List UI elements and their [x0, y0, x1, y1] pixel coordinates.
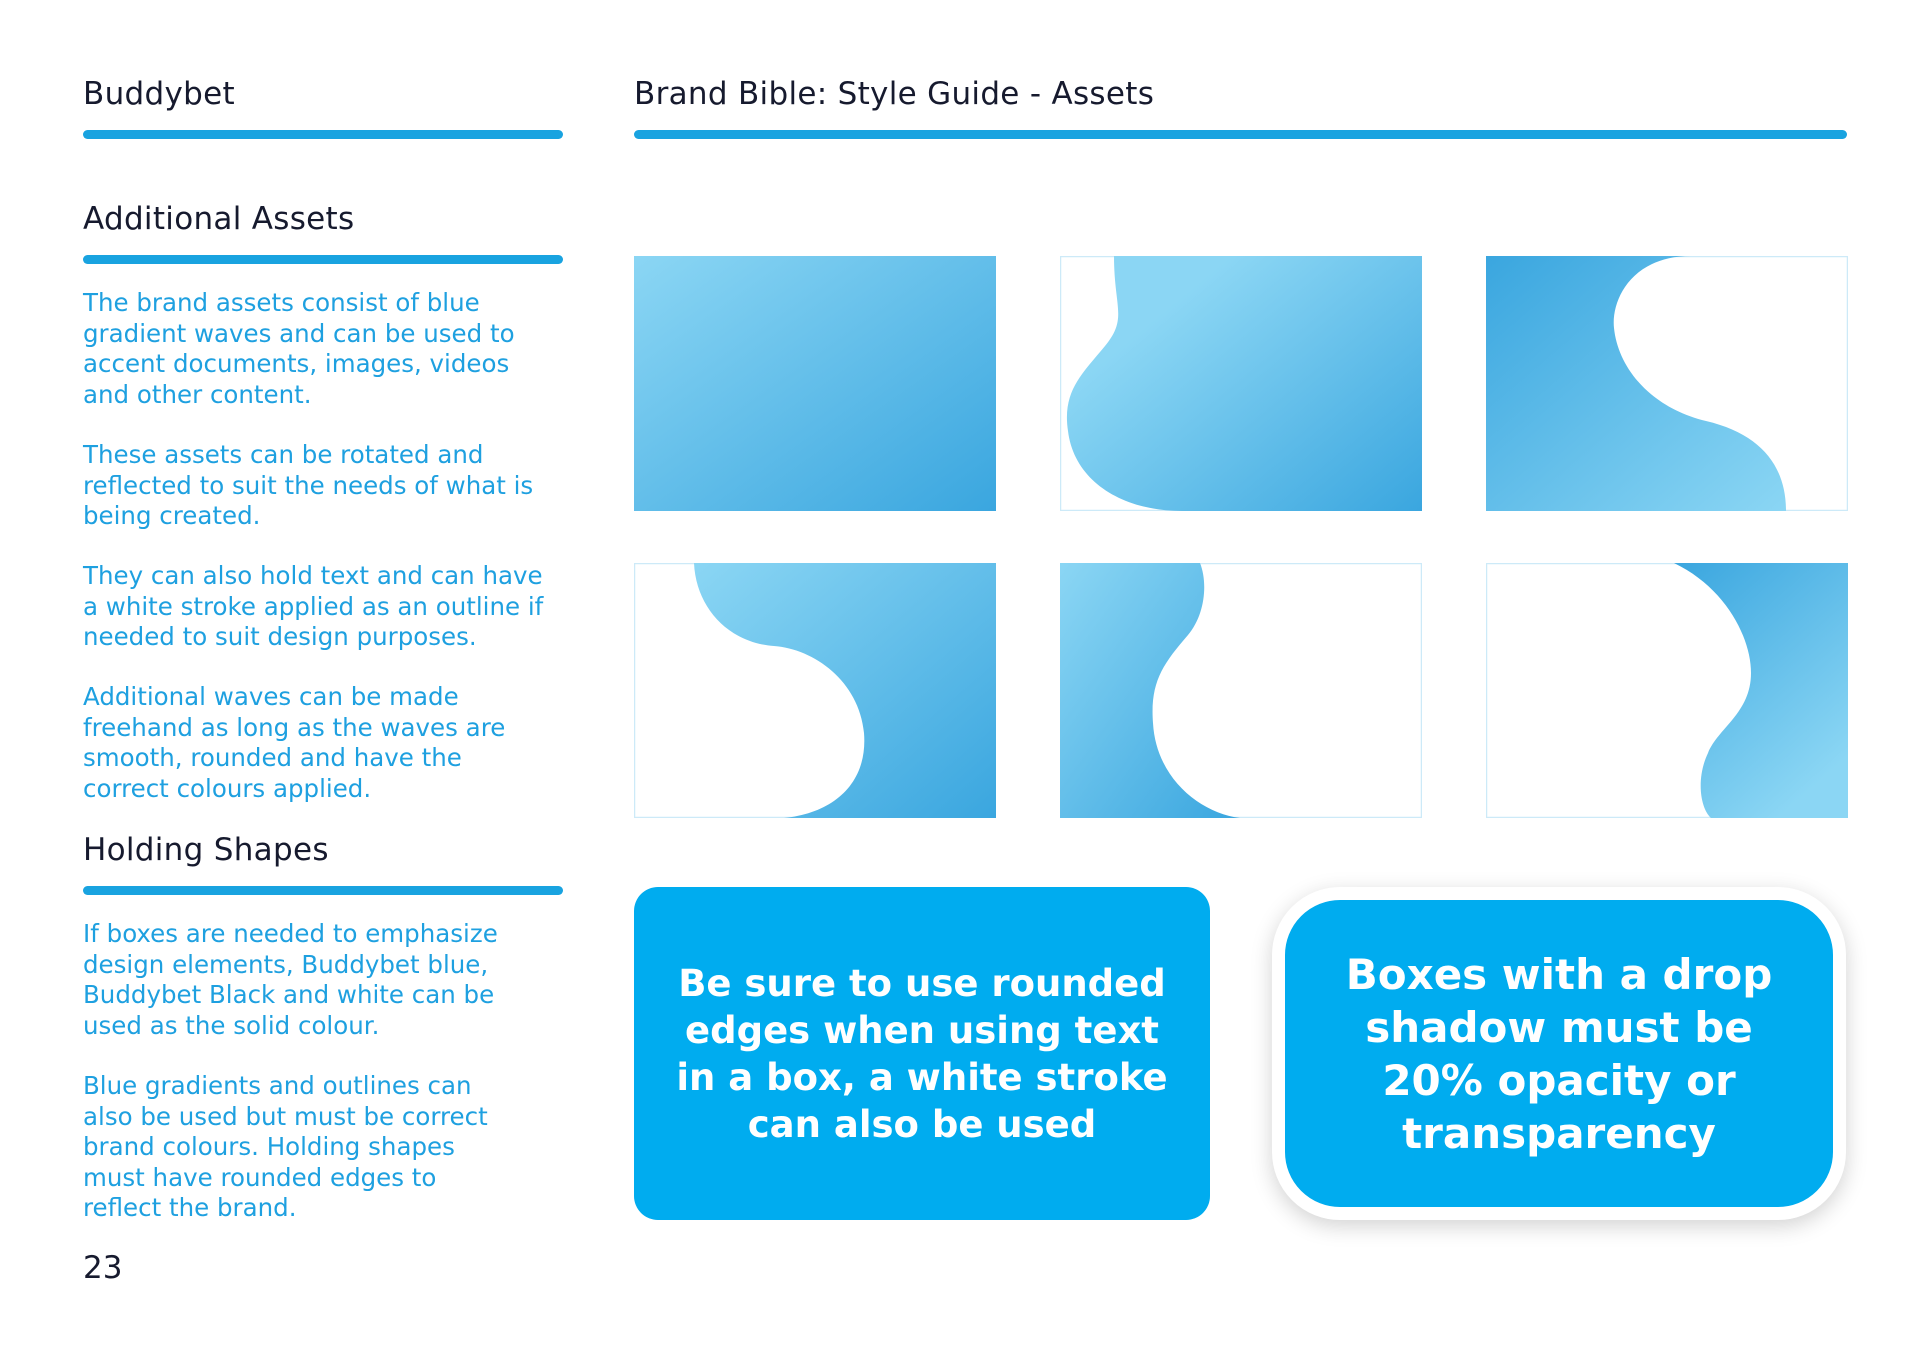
- header-rule-left: [83, 130, 563, 139]
- assets-paragraph-1: The brand assets consist of blue gradient waves and can be used to accent documents, images, videos and other content.: [83, 288, 515, 409]
- document-title: Brand Bible: Style Guide - Assets: [634, 76, 1155, 112]
- wave-asset-left-strip: [1060, 563, 1422, 818]
- holding-shapes-rule: [83, 886, 563, 895]
- assets-paragraph-3: They can also hold text and can have a white stroke applied as an outline if needed to suit design purposes.: [83, 561, 544, 651]
- additional-assets-heading: Additional Assets: [83, 201, 355, 237]
- page-number: 23: [83, 1250, 123, 1286]
- wave-asset-top-wave: [634, 563, 996, 818]
- wave-asset-right-wave: [1486, 563, 1848, 818]
- wave-asset-left-curve: [1060, 256, 1422, 511]
- drop-shadow-box: Boxes with a drop shadow must be 20% opacity or transparency: [1272, 887, 1846, 1220]
- wave-asset-full: [634, 256, 996, 511]
- assets-paragraph-4: Additional waves can be made freehand as long as the waves are smooth, rounded and have the correct colours applied.: [83, 682, 506, 803]
- holding-paragraph-2: Blue gradients and outlines can also be used but must be correct brand colours. Holding shapes must have rounded edges to reflect the brand.: [83, 1071, 488, 1222]
- holding-paragraph-1: If boxes are needed to emphasize design elements, Buddybet blue, Buddybet Black and white can be used as the solid colour.: [83, 919, 498, 1040]
- header-rule-right: [634, 130, 1847, 139]
- wave-asset-s-cutout: [1486, 256, 1848, 511]
- holding-shapes-heading: Holding Shapes: [83, 832, 329, 868]
- brand-name: Buddybet: [83, 76, 235, 112]
- rounded-edges-box: Be sure to use rounded edges when using text in a box, a white stroke can also be used: [634, 887, 1210, 1220]
- assets-paragraph-2: These assets can be rotated and reflected to suit the needs of what is being created.: [83, 440, 534, 530]
- additional-assets-rule: [83, 255, 563, 264]
